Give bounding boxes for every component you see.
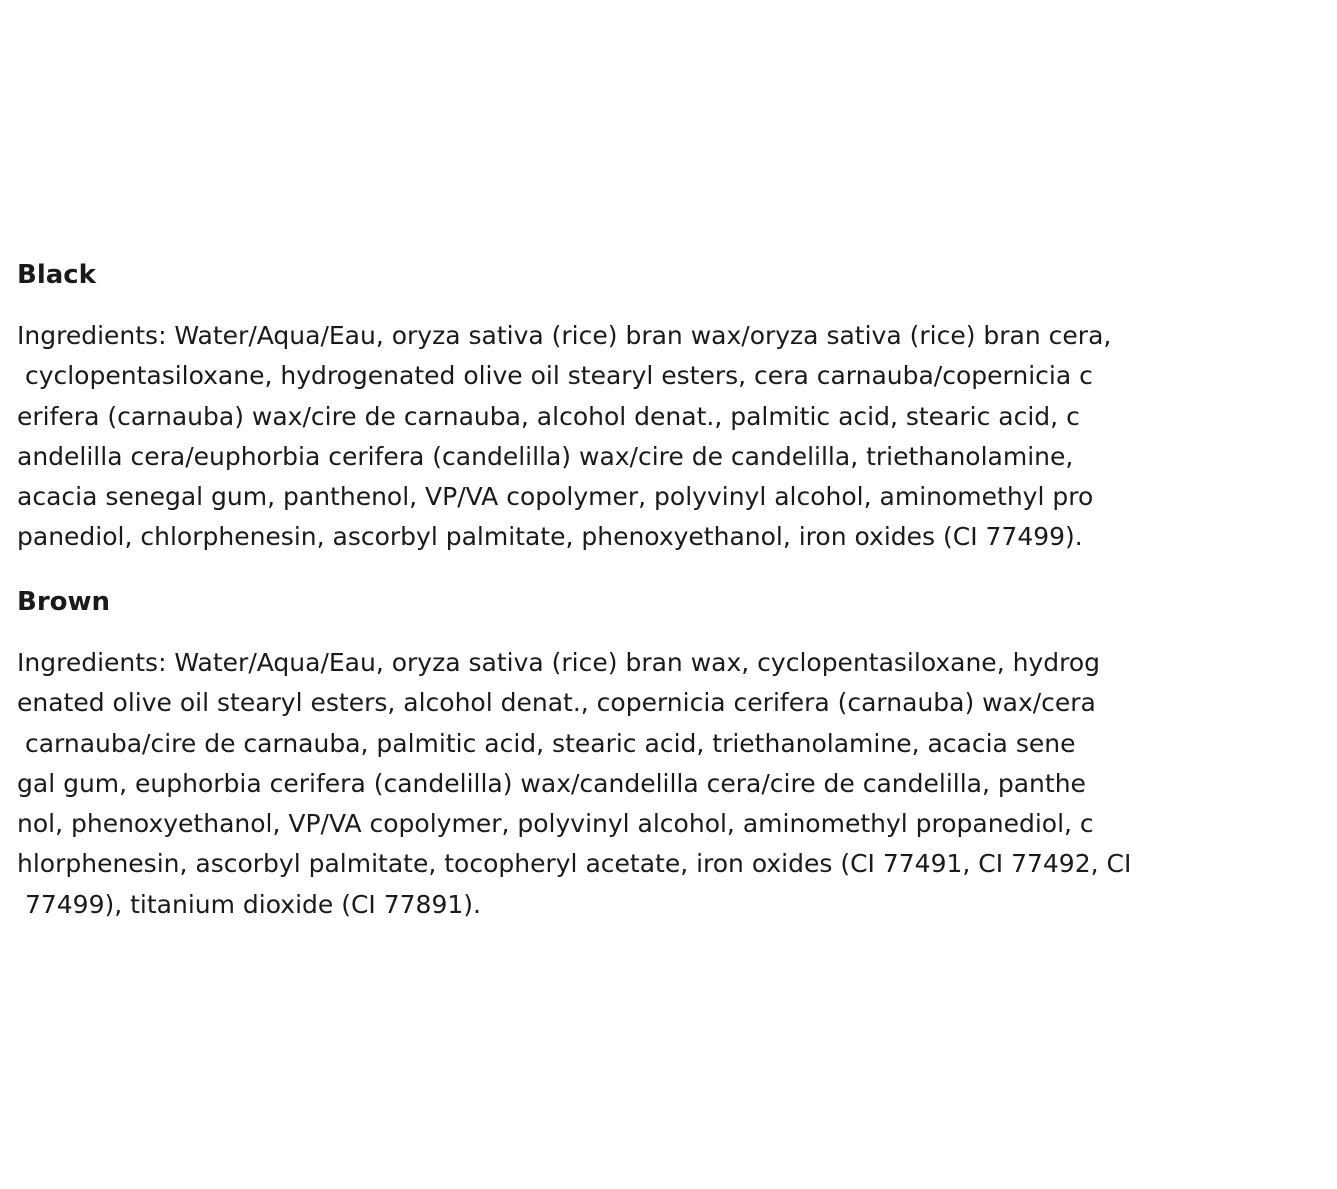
- ingredients-paragraph-black: [17, 316, 1111, 558]
- ingredients-line: enated olive oil stearyl esters, alcohol denat., copernicia cerifera (carnauba) wax/cera: [17, 688, 1096, 718]
- ingredients-line: gal gum, euphorbia cerifera (candelilla) wax/candelilla cera/cire de candelilla, panthe: [17, 768, 1086, 798]
- section-heading-black: Black: [17, 260, 96, 290]
- ingredients-line: carnauba/cire de carnauba, palmitic acid, stearic acid, triethanolamine, acacia sene: [17, 728, 1076, 758]
- ingredients-line: andelilla cera/euphorbia cerifera (candelilla) wax/cire de candelilla, triethanolamine,: [17, 441, 1074, 471]
- ingredients-line: Ingredients: Water/Aqua/Eau, oryza sativa (rice) bran wax, cyclopentasiloxane, hydrog: [17, 648, 1100, 677]
- ingredients-line: acacia senegal gum, panthenol, VP/VA copolymer, polyvinyl alcohol, aminomethyl pro: [17, 482, 1094, 512]
- ingredients-line: panediol, chlorphenesin, ascorbyl palmitate, phenoxyethanol, iron oxides (CI 77499).: [17, 522, 1083, 552]
- section-heading-brown: Brown: [17, 587, 111, 617]
- ingredients-paragraph-brown: [17, 643, 1131, 925]
- ingredients-line: hlorphenesin, ascorbyl palmitate, tocopheryl acetate, iron oxides (CI 77491, CI 77492, CI: [17, 849, 1132, 879]
- ingredients-line: erifera (carnauba) wax/cire de carnauba, alcohol denat., palmitic acid, stearic acid, c: [17, 401, 1080, 431]
- ingredients-line: cyclopentasiloxane, hydrogenated olive oil stearyl esters, cera carnauba/copernicia c: [17, 361, 1093, 391]
- ingredients-line: Ingredients: Water/Aqua/Eau, oryza sativa (rice) bran wax/oryza sativa (rice) bran cera,: [17, 321, 1112, 350]
- ingredients-line: nol, phenoxyethanol, VP/VA copolymer, polyvinyl alcohol, aminomethyl propanediol, c: [17, 809, 1094, 839]
- ingredients-line: 77499), titanium dioxide (CI 77891).: [17, 889, 481, 919]
